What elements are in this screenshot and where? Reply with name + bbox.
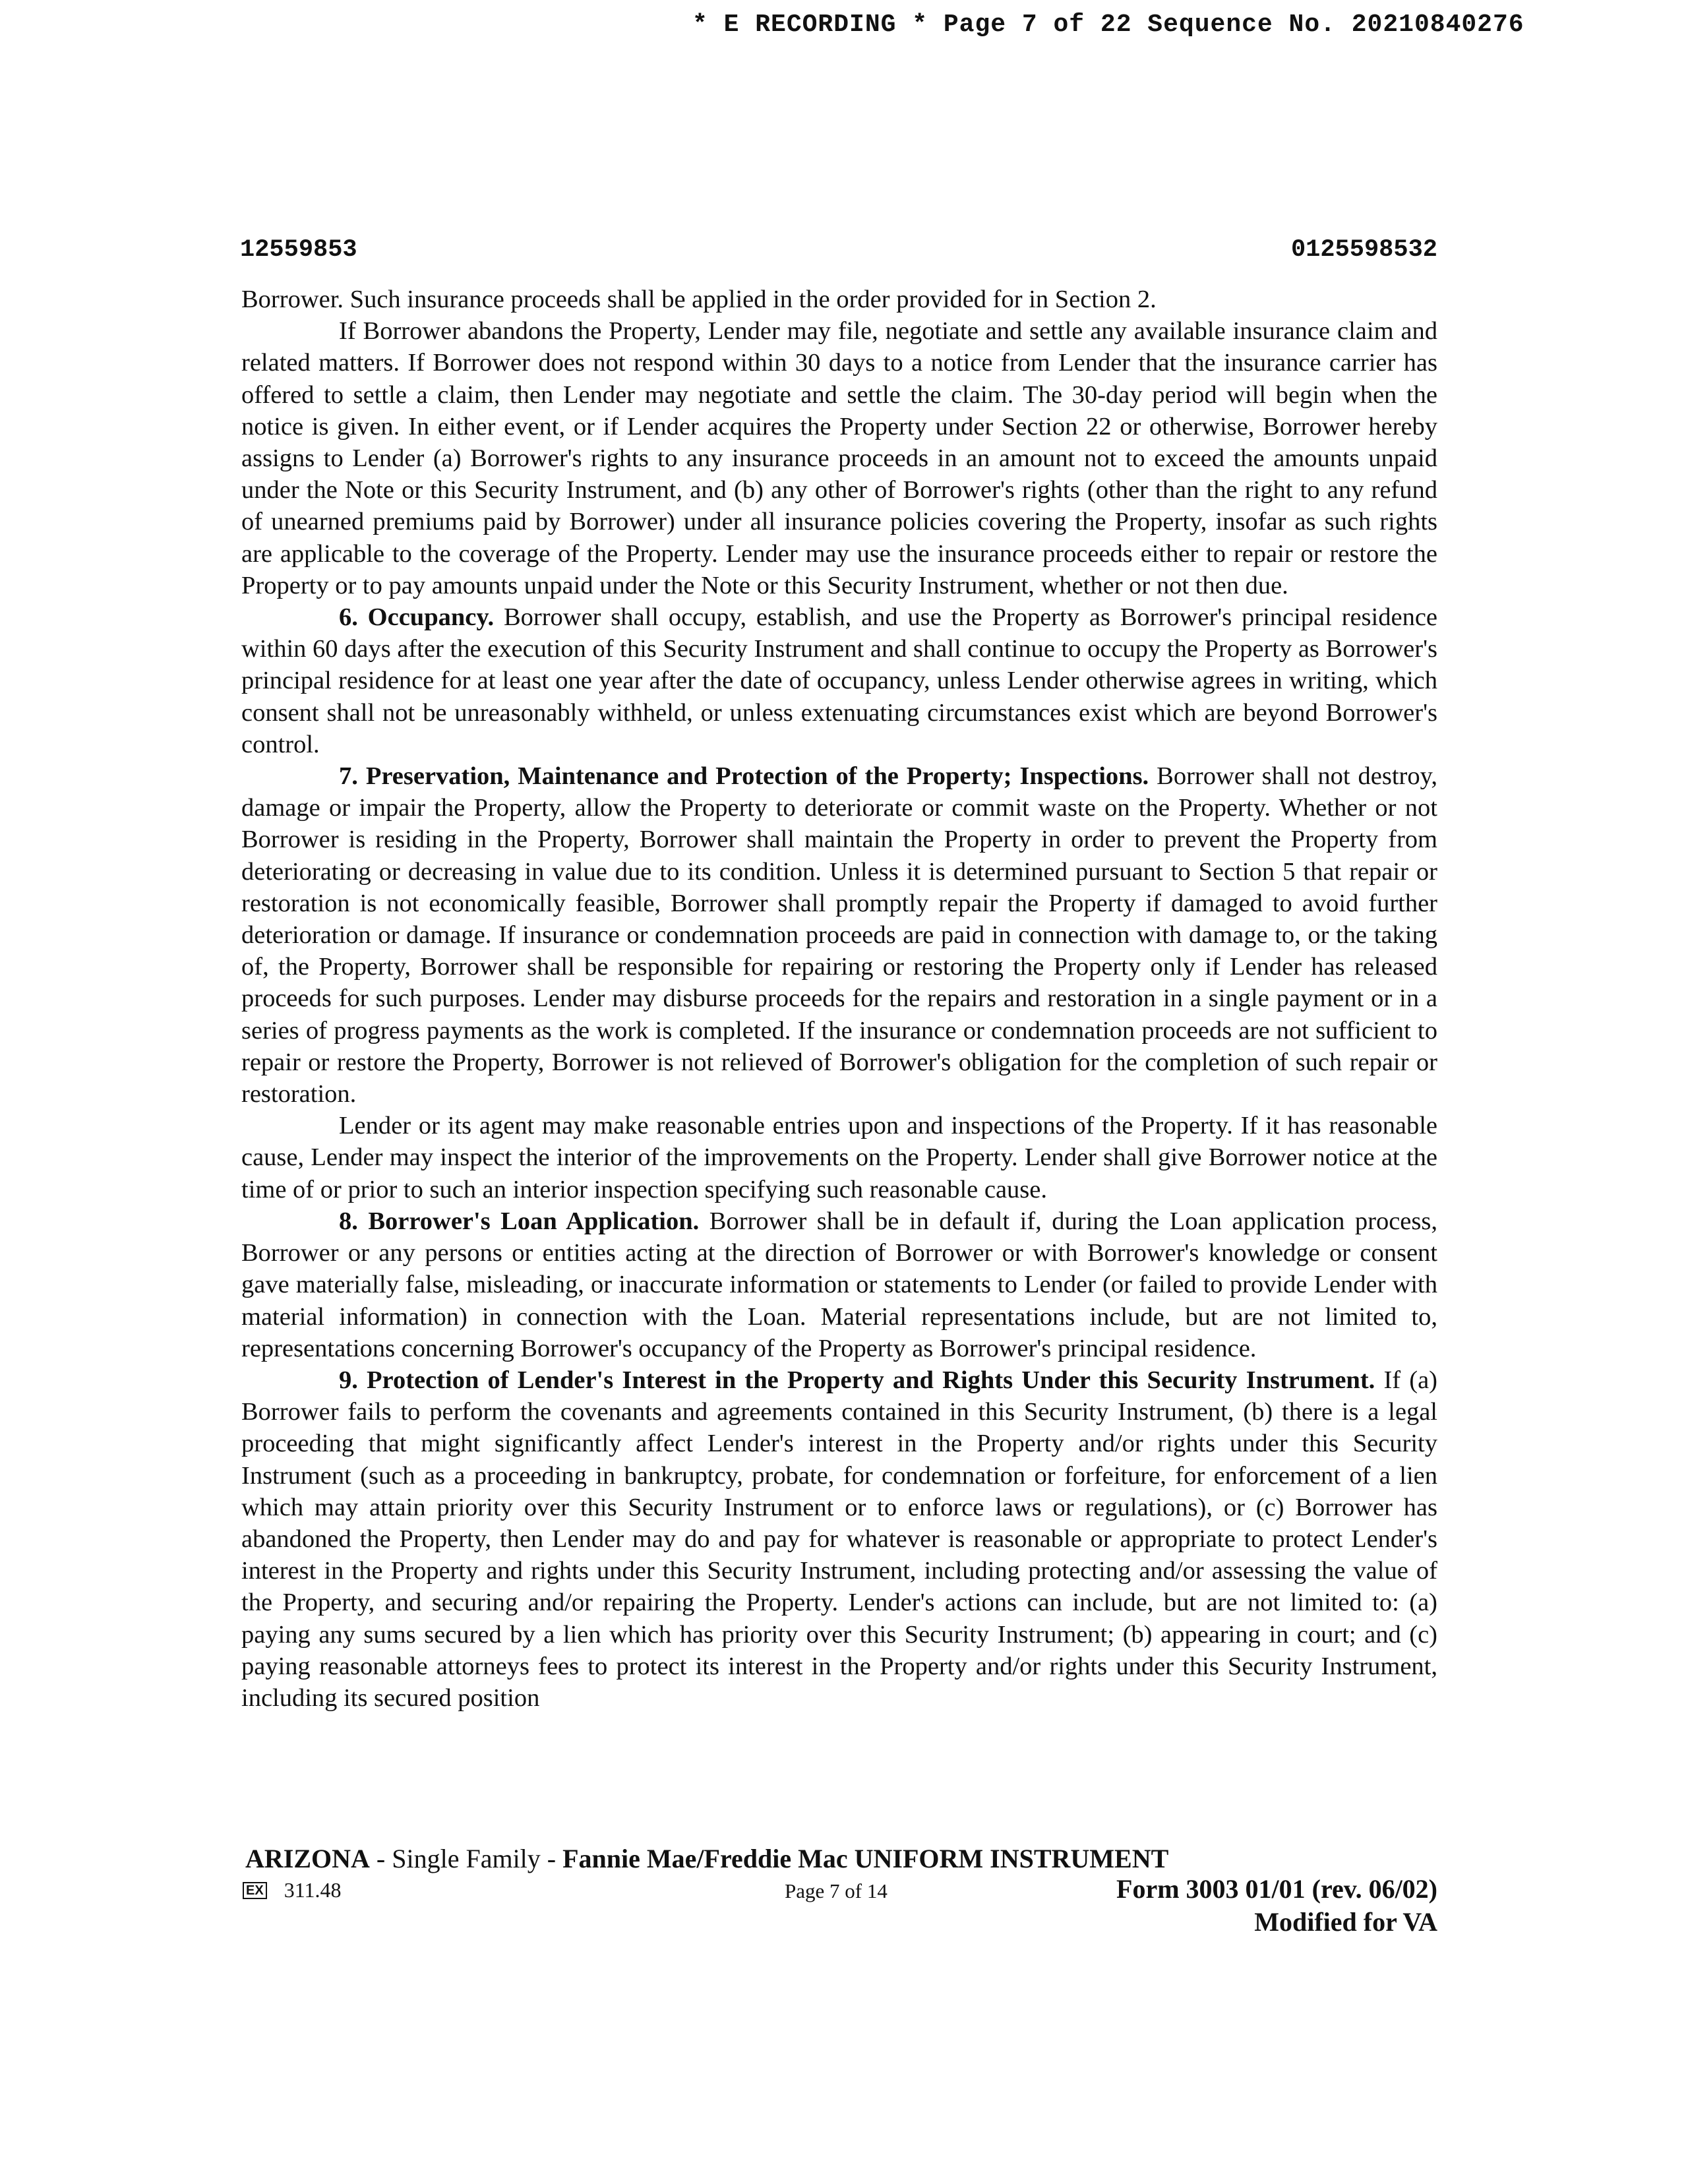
footer-separator: - Single Family - [369,1844,563,1873]
paragraph-text: If Borrower abandons the Property, Lender may file, negotiate and settle any available insurance claim and related matters. If Borrower does not respond within 30 days to a notice from Lender that the insurance carrier has offered to settle a claim, then Lender may negotiate and settle the claim. The 30-day period will begin when the notice is given. In either event, or if Lender acquires the Property under Section 22 or otherwise, Borrower hereby assigns to Lender (a) Borrower's rights to any insurance proceeds in an amount not to exceed the amounts unpaid under the Note or this Security Instrument, and (b) any other of Borrower's rights (other than the right to any refund of unearned premiums paid by Borrower) under all insurance policies covering the Property, insofar as such rights are applicable to the coverage of the Property. Lender may use the insurance proceeds either to repair or restore the Property or to pay amounts unpaid under the Note or this Security Instrument, whether or not then due. [241,317,1437,599]
form-modification: Modified for VA [1254,1907,1437,1937]
paragraph-text: Borrower. Such insurance proceeds shall be applied in the order provided for in Section 2. [241,286,1157,313]
section-9-protection [241,1364,1437,1714]
loan-number: 12559853 [240,236,357,264]
paragraph-inspections [241,1110,1437,1205]
recording-header: * E RECORDING * Page 7 of 22 Sequence No. 20210840276 [692,11,1524,39]
section-heading: 9. Protection of Lender's Interest in the Property and Rights Under this Security Instrument. [339,1366,1375,1394]
section-8-loan-application [241,1205,1437,1364]
document-body [241,284,1437,1714]
document-ids [240,236,1437,264]
footer-code-number: 311.48 [284,1878,342,1902]
form-number: Form 3003 01/01 (rev. 06/02) [1116,1874,1437,1904]
paragraph-text: Borrower shall be in default if, during the Loan application process, Borrower or any persons or entities acting at the direction of Borrower or with Borrower's knowledge or consent gave materially false, misleading, or inaccurate information or statements to Lender (or failed to provide Lender with material information) in connection with the Loan. Material representations include, but are not limited to, representations concerning Borrower's occupancy of the Property as Borrower's principal residence. [241,1207,1437,1362]
section-6-occupancy [241,601,1437,760]
footer-form-number [1116,1873,1437,1939]
paragraph-text: If (a) Borrower fails to perform the covenants and agreements contained in this Security Instrument, (b) there is a legal proceeding that might significantly affect Lender's interest in the Property and/or rights under this Security Instrument (such as a proceeding in bankruptcy, probate, for condemnation or forfeiture, for enforcement of a lien which may attain priority over this Security Instrument or to enforce laws or regulations), or (c) Borrower has abandoned the Property, then Lender may do and pay for whatever is reasonable or appropriate to protect Lender's interest in the Property and rights under this Security Instrument, including protecting and/or assessing the value of the Property, and securing and/or repairing the Property. Lender's actions can include, but are not limited to: (a) paying any sums secured by a lien which has priority over this Security Instrument; (b) appearing in court; and (c) paying reasonable attorneys fees to protect its interest in the Property and/or rights under this Security Instrument, including its secured position [241,1366,1437,1712]
paragraph-continuation [241,284,1437,315]
document-number: 0125598532 [1290,236,1437,264]
paragraph-abandonment [241,315,1437,601]
section-heading: 6. Occupancy. [339,603,495,632]
section-heading: 7. Preservation, Maintenance and Protection of the Property; Inspections. [339,762,1149,791]
footer-form-title [245,1843,1168,1874]
footer-instrument: Fannie Mae/Freddie Mac UNIFORM INSTRUMENT [562,1844,1169,1873]
section-heading: 8. Borrower's Loan Application. [339,1207,700,1235]
footer-state: ARIZONA [245,1844,370,1873]
ellie-mae-logo-icon: EX [243,1882,267,1899]
section-7-preservation [241,760,1437,1110]
footer-page-number: Page 7 of 14 [785,1879,888,1902]
paragraph-text: Borrower shall not destroy, damage or impair the Property, allow the Property to deteriorate or commit waste on the Property. Whether or not Borrower is residing in the Property, Borrower shall maintain the Property in order to prevent the Property from deteriorating or decreasing in value due to its condition. Unless it is determined pursuant to Section 5 that repair or restoration is not economically feasible, Borrower shall promptly repair the Property if damaged to avoid further deterioration or damage. If insurance or condemnation proceeds are paid in connection with damage to, or the taking of, the Property, Borrower shall be responsible for repairing or restoring the Property only if Lender has released proceeds for such purposes. Lender may disburse proceeds for the repairs and restoration in a single payment or in a series of progress payments as the work is completed. If the insurance or condemnation proceeds are not sufficient to repair or restore the Property, Borrower is not relieved of Borrower's obligation for the completion of such repair or restoration. [241,762,1437,1108]
paragraph-text: Lender or its agent may make reasonable entries upon and inspections of the Property. If it has reasonable cause, Lender may inspect the interior of the improvements on the Property. Lender shall give Borrower notice at the time of or prior to such an interior inspection specifying such reasonable cause. [241,1112,1437,1203]
paragraph-text: Borrower shall occupy, establish, and use the Property as Borrower's principal residence within 60 days after the execution of this Security Instrument and shall continue to occupy the Property as Borrower's principal residence for at least one year after the date of occupancy, unless Lender otherwise agrees in writing, which consent shall not be unreasonably withheld, or unless extenuating circumstances exist which are beyond Borrower's control. [241,603,1437,758]
footer-code [243,1878,342,1902]
